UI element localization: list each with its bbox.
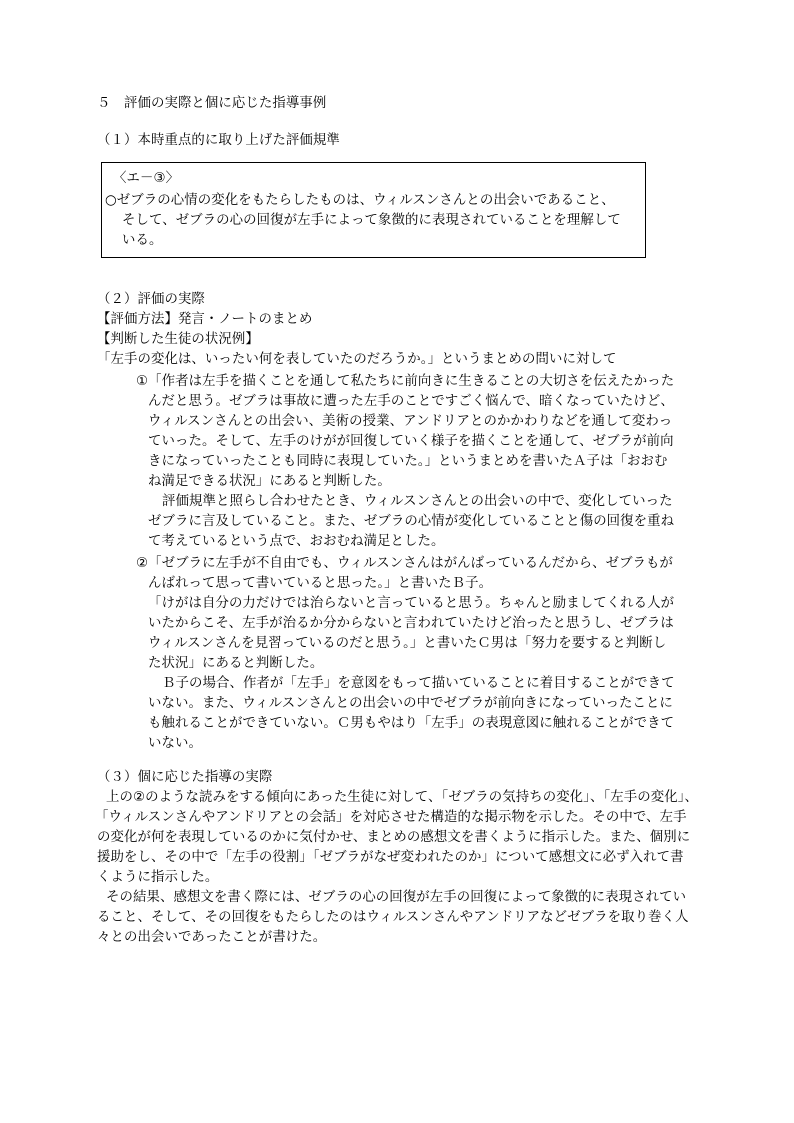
guidance-paragraph-line: 援助をし、その中で「左手の役割」「ゼブラがなぜ変われたのか」について感想文に必ず入れて書	[97, 850, 684, 865]
result-paragraph-line: ること、そして、その回復をもたらしたのはウィルスンさんやアンドリアなどゼブラを取り巻く人	[97, 910, 689, 925]
example-1-line: きになっていったことも同時に表現していた。」というまとめを書いたＡ子は「おおむ	[148, 454, 668, 469]
subsection-2-heading: （２）評価の実際	[97, 292, 205, 307]
example-2-line: 「けがは自分の力だけでは治らないと言っていると思う。ちゃんと励ましてくれる人が	[148, 596, 675, 611]
result-paragraph-line: その結果、感想文を書く際には、ゼブラの心の回復が左手の回復によって象徴的に表現されてい	[106, 890, 687, 905]
subsection-1-heading: （１）本時重点的に取り上げた評価規準	[97, 133, 340, 148]
example-2-line: いたからこそ、左手が治るか分からないと言われていたけど治ったと思うし、ゼブラは	[148, 616, 674, 631]
example-2-line: ウィルスンさんを見習っているのだと思う。」と書いたＣ男は「努力を要すると判断し	[148, 636, 667, 651]
section-title: ５ 評価の実際と個に応じた指導事例	[97, 96, 327, 111]
summary-question: 「左手の変化は、いったい何を表していたのだろうか。」というまとめの問いに対して	[97, 352, 617, 367]
criteria-line: そして、ゼブラの心の回復が左手によって象徴的に表現されていることを理解して	[122, 213, 621, 228]
example-1-line: んだと思う。ゼブラは事故に遭った左手のことですごく悩んで、暗くなっていたけど、	[148, 394, 674, 409]
example-2-line: も触れることができていない。Ｃ男もやはり「左手」の表現意図に触れることができて	[148, 716, 675, 731]
example-1-line: ウィルスンさんとの出会い、美術の授業、アンドリアとのかかわりなどを通して変わっ	[148, 414, 673, 429]
criteria-label: 〈エ－③〉	[113, 171, 180, 186]
example-1-line: ①「作者は左手を描くことを通して私たちに前向きに生きることの大切さを伝えたかった	[136, 374, 675, 389]
example-2-line: ②「ゼブラに左手が不自由でも、ウィルスンさんはがんばっているんだから、ゼブラもが	[136, 556, 674, 571]
example-2-line: Ｂ子の場合、作者が「左手」を意図をもって描いていることに着目することができて	[162, 676, 675, 691]
example-2-line: いない。	[148, 736, 202, 751]
guidance-paragraph-line: 上の②のような読みをする傾向にあった生徒に対して、「ゼブラの気持ちの変化」、「左手の変化」、	[106, 790, 698, 805]
evaluation-method: 【評価方法】発言・ノートのまとめ	[97, 312, 313, 327]
criteria-line: ○ゼブラの心情の変化をもたらしたものは、ウィルスンさんとの出会いであること、	[105, 193, 615, 208]
result-paragraph-line: 々との出会いであったことが書けた。	[97, 930, 327, 945]
judgment-heading: 【判断した生徒の状況例】	[97, 332, 259, 347]
guidance-paragraph-line: 「ウィルスンさんやアンドリアとの会話」を対応させた構造的な掲示物を示した。その中で、左手	[95, 810, 687, 825]
guidance-paragraph-line: の変化が何を表現しているのかに気付かせ、まとめの感想文を書くように指示した。また、個別に	[97, 830, 691, 845]
subsection-3-heading: （３）個に応じた指導の実際	[97, 770, 273, 785]
example-2-line: んばれって思って書いていると思った。」と書いたＢ子。	[148, 576, 493, 591]
example-1-line: ていった。そして、左手のけがが回復していく様子を描くことを通して、ゼブラが前向	[148, 434, 674, 449]
example-1-line: ね満足できる状況」にあると判断した。	[148, 474, 391, 489]
example-2-line: いない。また、ウィルスンさんとの出会いの中でゼブラが前向きになっていったことに	[148, 696, 673, 711]
guidance-paragraph-line: くように指示した。	[97, 870, 219, 885]
example-1-line: て考えているという点で、おおむね満足とした。	[148, 534, 445, 549]
example-1-line: 評価規準と照らし合わせたとき、ウィルスンさんとの出会いの中で、変化していった	[162, 494, 673, 509]
example-2-line: た状況」にあると判断した。	[148, 656, 324, 671]
example-1-line: ゼブラに言及していること。また、ゼブラの心情が変化していることと傷の回復を重ね	[148, 514, 675, 529]
criteria-line: いる。	[122, 233, 163, 248]
